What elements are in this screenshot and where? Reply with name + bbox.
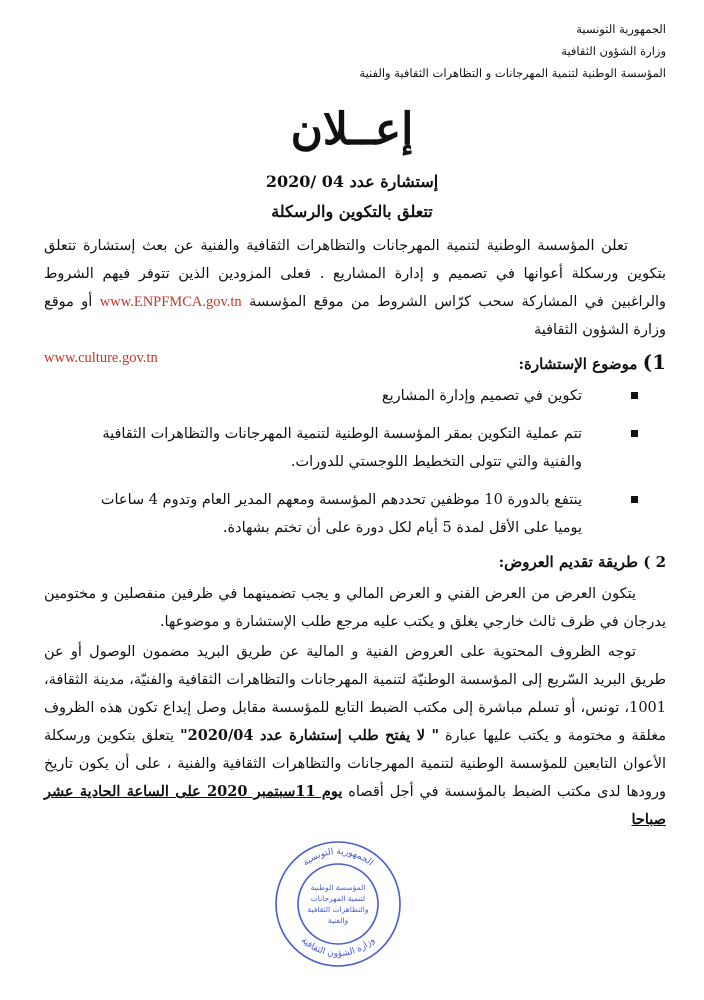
stamp-inner-line: لتنمية المهرجانات <box>310 894 366 903</box>
letterhead-ministry: وزارة الشؤون الثقافية <box>561 44 666 58</box>
section1-number: 1) <box>642 350 666 374</box>
section2-body <box>44 580 666 836</box>
section2-title: طريقة تقديم العروض: <box>498 553 638 571</box>
section2-heading <box>499 553 666 571</box>
letterhead <box>146 18 666 84</box>
envelope-label-text: " لا يفتح طلب إستشارة عدد 2020/04" <box>180 727 439 744</box>
square-bullet-icon <box>631 392 638 399</box>
stamp-inner-line: والفنية <box>327 916 349 925</box>
official-stamp-icon <box>272 838 404 970</box>
para2-text-b: يتعلق بتكوين ورسكلة الأعوان التابعين للمؤسسة الوطنية لتنمية المهرجانات والتظاهرات الثقافية والفنية ، على أن يكون تاريخ ورودها لدى مكتب الضبط بالمؤسسة في أجل أقصاه <box>44 728 666 800</box>
ministry-website-link[interactable]: www.culture.gov.tn <box>44 350 158 366</box>
section2-paragraph1: يتكون العرض من العرض الفني و العرض المالي و يجب تضمينهما في ظرفين منفصلين و مختومين يدرجان في ظرف ثالث خارجي يغلق و يكتب عليه مرجع طلب الإستشارة و موضوعها. <box>44 586 666 630</box>
intro-text: تعلن المؤسسة الوطنية لتنمية المهرجانات والتظاهرات الثقافية والفنية عن بعث إستشارة تتعلق بتكوين ورسكلة أعوانها في تصميم و إدارة المشاريع . فعلى المزودين الذين تتوفر فيهم الشروط والراغبين في المشاركة سحب كرّاس الشروط من موقع المؤسسة <box>44 238 667 310</box>
bullet-text: تكوين في تصميم وإدارة المشاريع <box>381 388 582 404</box>
stamp-inner-line: والتظاهرات الثقافية <box>307 905 369 914</box>
letterhead-institution: المؤسسة الوطنية لتنمية المهرجانات و التظاهرات الثقافية والفنية <box>359 66 666 80</box>
section1-bullet-list <box>100 382 656 552</box>
svg-text:الجمهورية التونسية <box>301 847 375 868</box>
bullet-text: تتم عملية التكوين بمقر المؤسسة الوطنية لتنمية المهرجانات والتظاهرات الثقافية والفنية والتي تتولى التخطيط اللوجستي للدورات. <box>102 426 582 470</box>
section1-heading <box>519 350 666 374</box>
para2-text-a: توجه الظروف المحتوية على العروض الفنية و المالية عن طريق البريد مضمون الوصول أو عن طريق البريد السّريع إلى المؤسسة الوطنيّة لتنمية المهرجانات والتظاهرات الثقافية والفنيّة، مدينة الثقافة، 1001، تونس، أو تسلم مباشرة إلى مكتب الضبط التابع للمؤسسة مقابل وصل إيداع تكون هذه الظروف مغلقة و مختومة و يكتب عليها عبارة <box>44 644 666 744</box>
institution-website-link[interactable]: www.ENPFMCA.gov.tn <box>99 294 242 310</box>
bullet-text: ينتفع بالدورة 10 موظفين تحددهم المؤسسة ومعهم المدير العام وتدوم 4 ساعات يوميا على الأقل لمدة 5 أيام لكل دورة على أن تختم بشهادة. <box>100 492 582 536</box>
submission-deadline: يوم 11سبتمبر 2020 على الساعة الحادية عشر صباحا <box>44 783 666 828</box>
section2-paragraph2 <box>44 638 666 834</box>
section1-title: موضوع الإستشارة: <box>518 355 638 373</box>
section2-number: 2 ) <box>643 553 666 571</box>
consultation-subject: تتعلق بالتكوين والرسكلة <box>271 202 433 221</box>
list-item <box>100 382 656 410</box>
list-item <box>100 486 656 542</box>
square-bullet-icon <box>631 430 638 437</box>
announcement-title: إعــلان <box>290 104 414 155</box>
letterhead-republic: الجمهورية التونسية <box>576 22 666 36</box>
stamp-ring-top-text: الجمهورية التونسية <box>301 846 375 869</box>
square-bullet-icon <box>631 496 638 503</box>
list-item <box>100 420 656 476</box>
consultation-number: إستشارة عدد 04 /2020 <box>265 172 439 191</box>
stamp-ring-bottom-text: وزارة الشؤون الثقافية <box>298 935 378 960</box>
stamp-inner-line: المؤسسة الوطنية <box>310 883 366 892</box>
svg-text:وزارة الشؤون الثقافية <box>299 935 377 959</box>
intro-middle-text: أو موقع وزارة الشؤون الثقافية <box>44 294 666 338</box>
